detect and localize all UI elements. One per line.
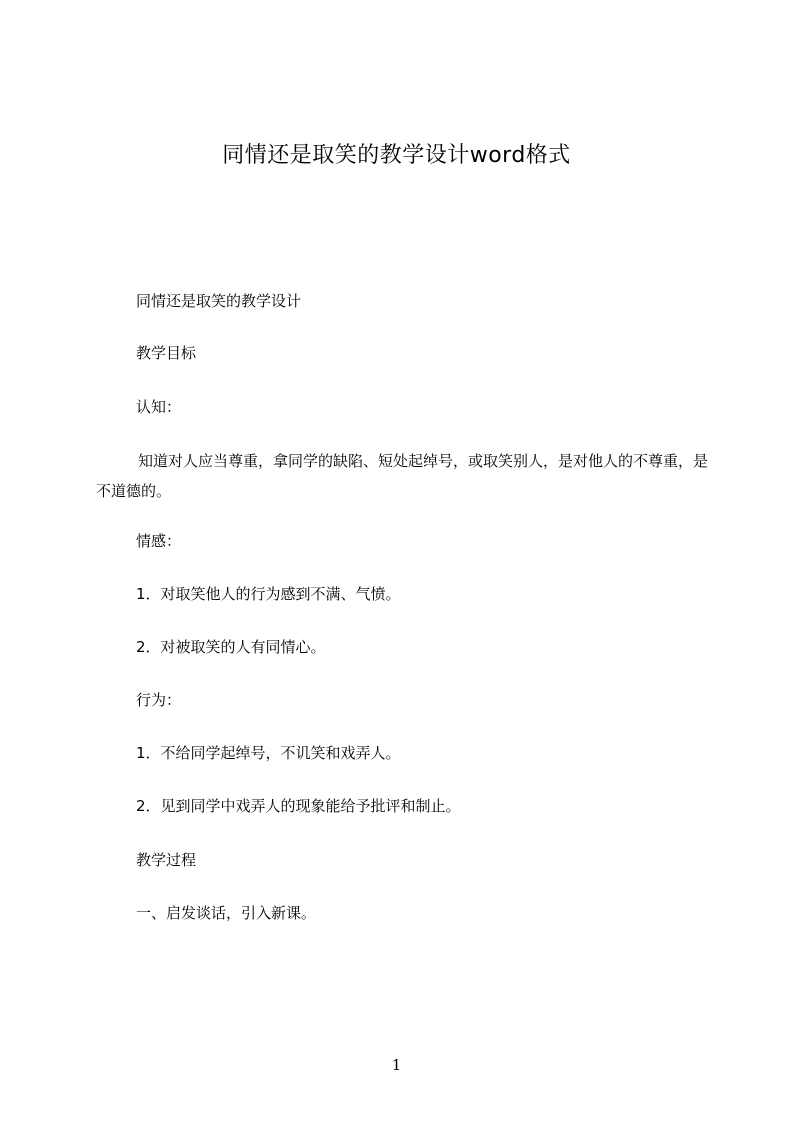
paragraph-heading-process: 教学过程 <box>136 851 197 869</box>
paragraph-subtitle: 同情还是取笑的教学设计 <box>136 292 302 310</box>
paragraph-emotion-item-2: 2．对被取笑的人有同情心。 <box>136 638 326 656</box>
page-number: 1 <box>391 1056 402 1074</box>
paragraph-emotion-item-1: 1．对取笑他人的行为感到不满、气愤。 <box>136 585 401 603</box>
paragraph-heading-objectives: 教学目标 <box>136 344 197 362</box>
paragraph-behavior-item-1: 1．不给同学起绰号，不讥笑和戏弄人。 <box>136 744 401 762</box>
paragraph-behavior-item-2: 2．见到同学中戏弄人的现象能给予批评和制止。 <box>136 797 461 815</box>
paragraph-emotion-label: 情感： <box>136 532 182 550</box>
paragraph-cognition-label: 认知： <box>136 398 182 416</box>
paragraph-step-1: 一、启发谈话，引入新课。 <box>136 904 317 922</box>
paragraph-behavior-label: 行为： <box>136 691 182 709</box>
paragraph-cognition-text: 知道对人应当尊重，拿同学的缺陷、短处起绰号，或取笑别人，是对他人的不尊重，是不道德的。 <box>96 452 709 500</box>
page-title: 同情还是取笑的教学设计word格式 <box>222 143 571 168</box>
